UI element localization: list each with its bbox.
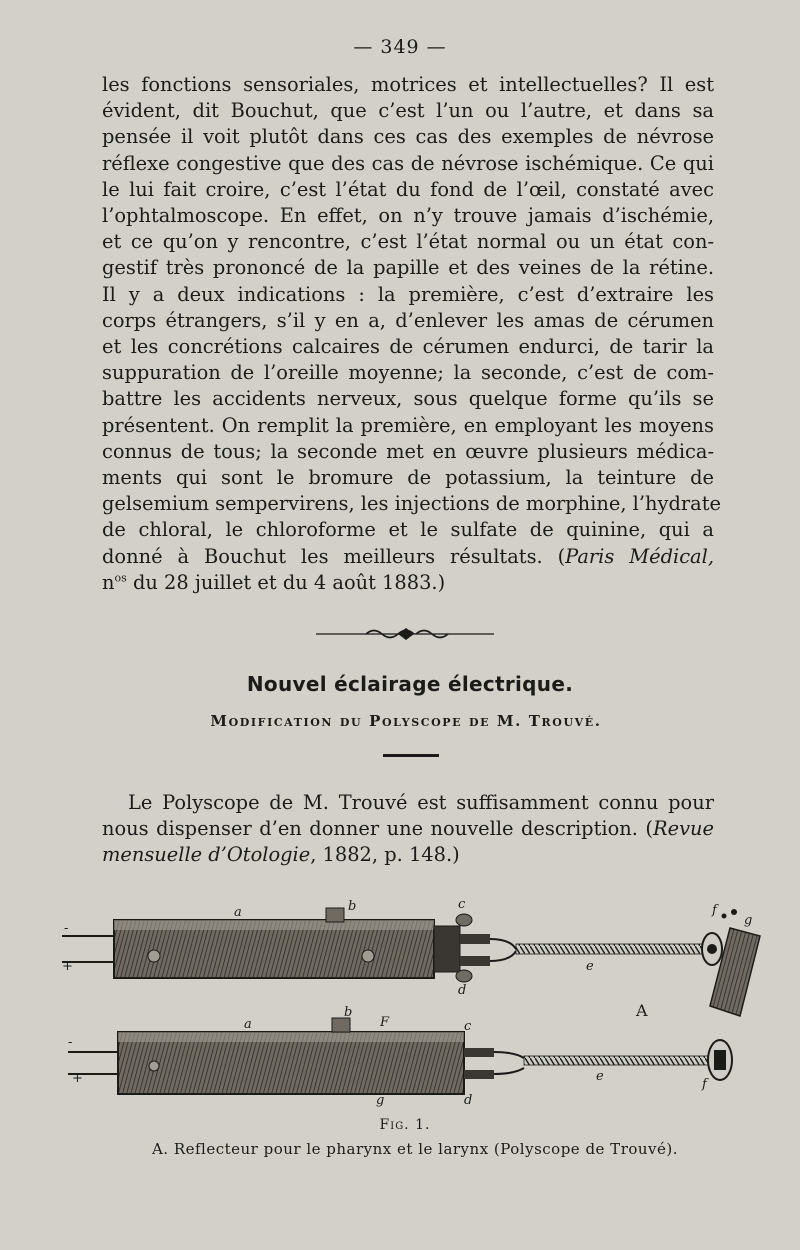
- figure-caption: A. Reflecteur pour le pharynx et le larynx (Polyscope de Trouvé).: [151, 1140, 679, 1158]
- label-d: d: [458, 983, 467, 998]
- text-segment: n: [102, 570, 115, 594]
- text-line: pensée il voit plutôt dans ces cas des exemples de névrose: [102, 125, 714, 149]
- text-line: [102, 544, 714, 570]
- text-line: [102, 816, 714, 842]
- paragraph-bouchut: [102, 72, 721, 596]
- wire-label-minus: -: [68, 1035, 73, 1050]
- text-line: le lui fait croire, c’est l’état du fond de l’œil, constaté avec: [102, 177, 714, 201]
- label-a: a: [234, 905, 242, 920]
- text-line: [102, 570, 714, 596]
- journal-title: Revue: [653, 817, 714, 841]
- section-title: Nouvel éclairage électrique.: [246, 672, 574, 696]
- text-line: [102, 842, 714, 868]
- label-g: g: [744, 913, 753, 928]
- text-line: gelsemium sempervirens, les injections de morphine, l’hydrate: [102, 492, 721, 516]
- text-line: ments qui sont le bromure de potassium, la teinture de: [102, 466, 714, 490]
- wire-label-plus: +: [62, 959, 73, 974]
- text-line: les fonctions sensoriales, motrices et intellectuelles? Il est: [102, 73, 714, 96]
- text-segment: nous dispenser d’en donner une nouvelle description. (: [102, 817, 653, 841]
- journal-title: Paris Médical,: [565, 544, 714, 568]
- text-line: Le Polyscope de M. Trouvé est suffisamment connu pour: [128, 791, 714, 814]
- ornament-divider: [316, 624, 494, 644]
- text-line: corps étrangers, s’il y en a, d’enlever les amas de cérumen: [102, 308, 714, 332]
- superscript: os: [114, 571, 127, 585]
- text-line: réflexe congestive que des cas de névrose ischémique. Ce qui: [102, 151, 714, 175]
- lower-polyscope: [68, 1018, 732, 1094]
- text-line: Il y a deux indications : la première, c’est d’extraire les: [102, 282, 714, 306]
- section-subtitle: Modification du Polyscope de M. Trouvé.: [210, 712, 602, 730]
- text-line: gestif très prononcé de la papille et des veines de la rétine.: [102, 256, 714, 280]
- text-segment: donné à Bouchut les meilleurs résultats. (: [102, 544, 566, 568]
- text-line: de chloral, le chloroforme et le sulfate de quinine, qui a: [102, 518, 714, 542]
- label-g: g: [376, 1093, 385, 1108]
- text-line: suppuration de l’oreille moyenne; la seconde, c’est de com-: [102, 361, 714, 385]
- page-number: — 349 —: [353, 36, 447, 58]
- text-line: et les concrétions calcaires de cérumen endurci, de tarir la: [102, 335, 714, 359]
- figure-label: Fig. 1.: [379, 1117, 431, 1133]
- label-c: c: [464, 1019, 472, 1034]
- journal-title: mensuelle d’Otologie: [102, 843, 311, 867]
- label-f: f: [712, 903, 717, 918]
- label-c: c: [458, 897, 466, 912]
- label-A: A: [636, 1001, 648, 1020]
- label-a: a: [244, 1017, 252, 1032]
- text-line: connus de tous; la seconde met en œuvre plusieurs médica-: [102, 439, 714, 463]
- text-line: évident, dit Bouchut, que c’est l’un ou l’autre, et dans sa: [102, 99, 714, 123]
- upper-polyscope: [62, 908, 760, 1016]
- text-line: présentent. On remplit la première, en employant les moyens: [102, 413, 714, 437]
- polyscope-illustration: [40, 890, 780, 1120]
- wire-label-minus: -: [64, 921, 69, 936]
- wire-label-plus: +: [72, 1071, 83, 1086]
- label-b: b: [344, 1005, 353, 1020]
- label-d: d: [464, 1093, 473, 1108]
- text-segment: du 28 juillet et du 4 août 1883.): [126, 570, 446, 594]
- label-f: f: [702, 1077, 707, 1092]
- text-line: et ce qu’on y rencontre, c’est l’état normal ou un état con-: [102, 230, 714, 254]
- label-e: e: [586, 959, 594, 974]
- text-segment: , 1882, p. 148.): [310, 843, 460, 867]
- paragraph-polyscope: [102, 790, 714, 869]
- text-line: battre les accidents nerveux, sous quelque forme qu’ils se: [102, 387, 714, 411]
- title-rule: [383, 754, 439, 757]
- label-b: b: [348, 899, 357, 914]
- label-e: e: [596, 1069, 604, 1084]
- label-F: F: [380, 1015, 390, 1030]
- text-line: l’ophtalmoscope. En effet, on n’y trouve jamais d’ischémie,: [102, 204, 714, 228]
